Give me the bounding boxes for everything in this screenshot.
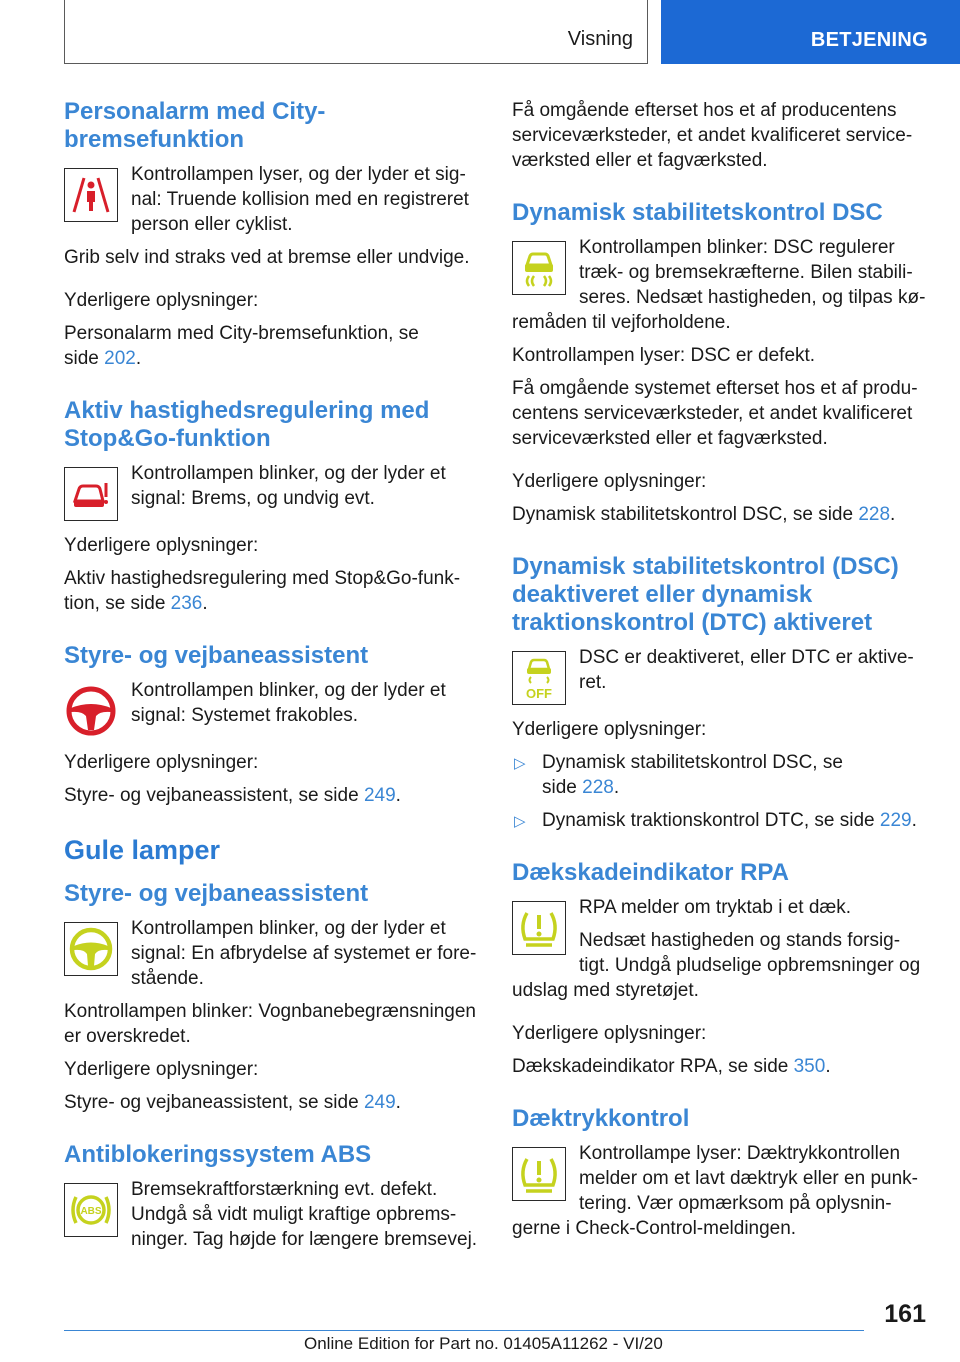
page-link[interactable]: 249 — [363, 785, 396, 806]
bullet-triangle-icon: ▷ — [514, 813, 526, 830]
cross-reference — [64, 1090, 480, 1115]
section-title-dsc: Dynamisk stabilitetskontrol DSC — [512, 199, 883, 226]
page-link[interactable]: 228 — [858, 504, 891, 525]
page-link[interactable]: 236 — [170, 593, 203, 614]
text-line: Bremsekraftforstærkning evt. defekt. — [131, 1179, 438, 1200]
text-line: person eller cyklist. — [131, 214, 293, 235]
pedestrian-warning-icon — [64, 168, 118, 222]
section-title-dsc-off — [512, 553, 930, 637]
text-line: gerne i Check-Control-meldingen. — [512, 1218, 797, 1239]
cross-reference — [64, 566, 480, 616]
text-line: side — [542, 777, 583, 798]
abs-warning-icon — [64, 1183, 118, 1237]
text-line: signal: En afbrydelse af systemet er fore- — [131, 943, 477, 964]
more-info-label: Yderligere oplysninger: — [512, 471, 707, 492]
icon-paragraph-acc — [64, 461, 480, 525]
text-line: Dynamisk traktionskontrol DTC, se side — [542, 810, 880, 831]
text-line: Styre- og vejbaneassistent, se side — [64, 785, 364, 806]
punctuation: . — [890, 504, 896, 525]
more-info-label: Yderligere oplysninger: — [512, 719, 707, 740]
text-line: signal: Brems, og undvig evt. — [131, 488, 375, 509]
text-line: Personalarm med City-bremsefunktion, se — [64, 323, 419, 344]
off-icon-label: OFF — [526, 686, 552, 701]
icon-paragraph-steering-red — [64, 678, 480, 742]
text-line: serviceværksteder, et andet kvalificeret service- — [512, 125, 913, 146]
list-item — [512, 808, 930, 833]
text-line: Kontrollampen lyser, og der lyder et sig- — [131, 164, 466, 185]
body-text: Grib selv ind straks ved at bremse eller undvige. — [64, 247, 470, 268]
steering-wheel-red-icon — [64, 684, 118, 738]
text-line: Kontrollampen blinker: DSC regulerer — [579, 237, 895, 258]
section-title-steering-yellow: Styre- og vejbaneassistent — [64, 880, 369, 907]
text-line: nal: Truende kollision med en registreret — [131, 189, 469, 210]
cross-reference — [512, 502, 930, 527]
title-line: Dynamisk stabilitetskontrol (DSC) — [512, 553, 899, 580]
page-link[interactable]: 202 — [104, 348, 136, 369]
text-line: Kontrollampen blinker, og der lyder et — [131, 463, 446, 484]
icon-paragraph-rpa — [512, 895, 930, 1003]
cross-reference — [512, 1054, 930, 1079]
section-title-acc — [64, 397, 480, 453]
text-line: RPA melder om tryktab i et dæk. — [579, 897, 852, 918]
text-line: ninger. Tag højde for længere bremsevej. — [131, 1229, 478, 1250]
section-title-personalarm — [64, 98, 480, 154]
section-title-steering-red: Styre- og vejbaneassistent — [64, 642, 369, 669]
cross-reference — [64, 321, 480, 371]
title-line: deaktiveret eller dynamisk — [512, 581, 813, 608]
text-line: Undgå så vidt muligt kraftige opbrems- — [131, 1204, 457, 1225]
text-line: Kontrollampen blinker, og der lyder et — [131, 918, 446, 939]
text-line: Dækskadeindikator RPA, se side — [512, 1056, 794, 1077]
section-title-tpms: Dæktrykkontrol — [512, 1105, 690, 1132]
icon-paragraph-steering-yellow — [64, 916, 480, 991]
footer-divider — [64, 1330, 864, 1331]
more-info-label: Yderligere oplysninger: — [64, 1059, 259, 1080]
icon-paragraph-tpms — [512, 1141, 930, 1241]
text-line: træk- og bremsekræfterne. Bilen stabili- — [579, 262, 913, 283]
text-line: udslag med styretøjet. — [512, 980, 699, 1001]
body-text: Kontrollampen lyser: DSC er defekt. — [512, 345, 816, 366]
text-line: Styre- og vejbaneassistent, se side — [64, 1092, 364, 1113]
page-link[interactable]: 229 — [879, 810, 912, 831]
header-chapter-tab — [661, 0, 960, 64]
title-line: Stop&Go-funktion — [64, 425, 271, 452]
text-line: Dynamisk stabilitetskontrol DSC, se side — [512, 504, 859, 525]
steering-wheel-yellow-icon — [64, 922, 118, 976]
header-chapter-title: BETJENING — [810, 29, 928, 51]
text-line: serviceværksted eller et fagværksted. — [512, 428, 828, 449]
section-title-rpa: Dækskadeindikator RPA — [512, 859, 789, 886]
text-line: Nedsæt hastigheden og stands forsig- — [579, 930, 901, 951]
text-line: Dynamisk stabilitetskontrol DSC, se — [542, 752, 843, 773]
text-line: tigt. Undgå pludselige opbremsninger og — [579, 955, 921, 976]
heading-yellow-lamps: Gule lamper — [64, 835, 221, 865]
body-text — [512, 98, 930, 173]
text-line: tion, se side — [64, 593, 171, 614]
text-line: Aktiv hastighedsregulering med Stop&Go-funk- — [64, 568, 461, 589]
text-line: tering. Vær opmærksom på oplysnin- — [579, 1193, 892, 1214]
title-line: traktionskontrol (DTC) aktiveret — [512, 609, 873, 636]
more-info-label: Yderligere oplysninger: — [64, 752, 259, 773]
more-info-label: Yderligere oplysninger: — [64, 290, 259, 311]
list-item — [512, 750, 930, 800]
page-link[interactable]: 249 — [363, 1092, 396, 1113]
icon-paragraph-personalarm — [64, 162, 480, 237]
title-line: Personalarm med City- — [64, 98, 326, 125]
text-line: side — [64, 348, 105, 369]
text-line: remåden til vejforholdene. — [512, 312, 731, 333]
text-line: seres. Nedsæt hastigheden, og tilpas kø- — [579, 287, 926, 308]
body-text — [64, 999, 480, 1049]
punctuation: . — [825, 1056, 831, 1077]
text-line: Kontrollampen blinker: Vognbanebegrænsningen — [64, 1001, 476, 1022]
page-link[interactable]: 350 — [793, 1056, 826, 1077]
text-line: stående. — [131, 968, 204, 989]
header-section-title: Visning — [567, 28, 633, 50]
text-line: signal: Systemet frakobles. — [131, 705, 359, 726]
title-line: bremsefunktion — [64, 126, 245, 153]
icon-paragraph-dsc-off — [512, 645, 930, 709]
icon-paragraph-abs — [64, 1177, 480, 1252]
right-column — [512, 98, 930, 1241]
body-text — [512, 376, 930, 451]
punctuation: . — [395, 1092, 401, 1113]
left-column — [64, 98, 480, 1252]
text-line: er overskredet. — [64, 1026, 191, 1047]
cross-reference — [64, 783, 480, 808]
dsc-off-icon — [512, 651, 566, 705]
punctuation: . — [395, 785, 401, 806]
text-line: ret. — [579, 672, 607, 693]
text-line: Kontrollampen blinker, og der lyder et — [131, 680, 446, 701]
tire-pressure-icon — [512, 1147, 566, 1201]
abs-icon-label: ABS — [80, 1206, 102, 1217]
text-line: Få omgående efterset hos et af producentens — [512, 100, 897, 121]
text-line: melder om et lavt dæktryk eller en punk- — [579, 1168, 918, 1189]
page-link[interactable]: 228 — [582, 777, 614, 798]
bullet-triangle-icon: ▷ — [514, 755, 526, 772]
punctuation: . — [202, 593, 208, 614]
tire-pressure-warning-icon — [512, 901, 566, 955]
title-line: Aktiv hastighedsregulering med — [64, 397, 430, 424]
collision-warning-icon — [64, 467, 118, 521]
more-info-label: Yderligere oplysninger: — [64, 535, 259, 556]
icon-paragraph-dsc — [512, 235, 930, 335]
section-title-abs: Antiblokeringssystem ABS — [64, 1141, 372, 1168]
text-line: Kontrollampe lyser: Dæktrykkontrollen — [579, 1143, 901, 1164]
punctuation: . — [135, 348, 142, 369]
text-line: DSC er deaktiveret, eller DTC er aktive- — [579, 647, 914, 668]
punctuation: . — [911, 810, 917, 831]
text-line: Få omgående systemet efterset hos et af produ- — [512, 378, 918, 399]
footer-edition-text: Online Edition for Part no. 01405A11262 - VI/20 — [304, 1334, 663, 1353]
punctuation: . — [613, 777, 620, 798]
header-left-box — [64, 0, 648, 64]
text-line: centens serviceværksteder, et andet kvalificeret — [512, 403, 913, 424]
page-number: 161 — [884, 1300, 926, 1328]
text-line: værksted eller et fagværksted. — [512, 150, 768, 171]
dsc-skid-icon — [512, 241, 566, 295]
more-info-label: Yderligere oplysninger: — [512, 1023, 707, 1044]
